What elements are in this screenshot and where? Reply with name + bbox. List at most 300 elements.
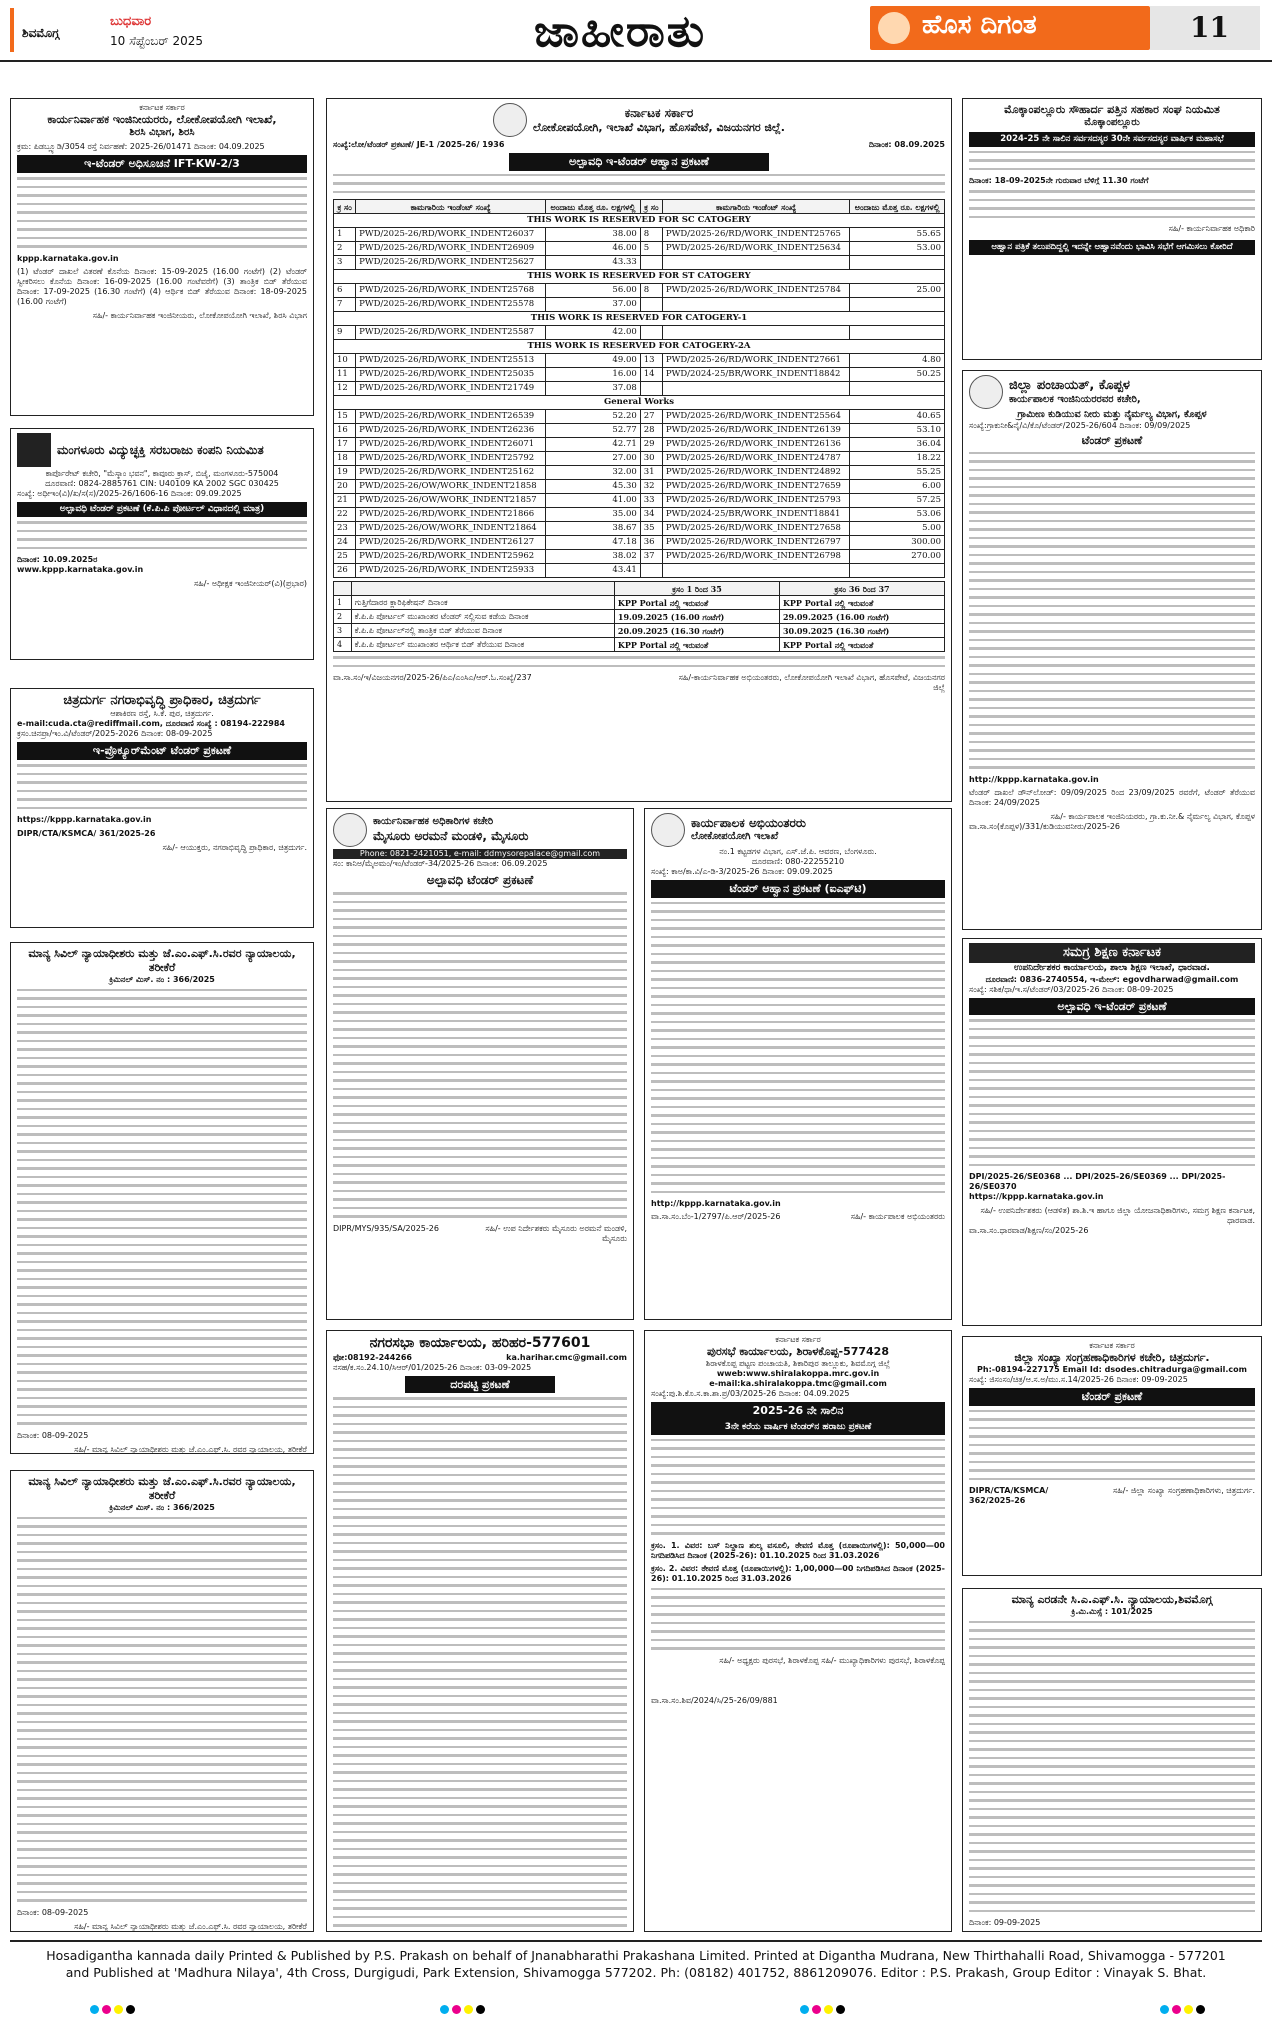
ad-code: DIPR/CTA/KSMCA/ 362/2025-26: [969, 1486, 1049, 1505]
masthead: ಜಾಹೀರಾತು: [533, 6, 707, 57]
ad-subtitle: ಕಾರ್ಯಪಾಲಕ ಇಂಜಿನಿಯರರವರ ಕಚೇರಿ,: [1009, 393, 1141, 405]
table-cell: 22: [334, 508, 356, 522]
table-cell: 56.00: [546, 284, 641, 298]
table-cell: 38.00: [546, 228, 641, 242]
schedule-cell: 19.09.2025 (16.00 ಗಂಟೆಗೆ): [614, 610, 779, 624]
table-cell: [640, 382, 662, 396]
table-cell: 8: [640, 228, 662, 242]
ad-code: DIPR/MYS/935/SA/2025-26: [333, 1223, 439, 1233]
table-row: [334, 424, 945, 438]
ad-footnote: [333, 656, 945, 667]
header-city: ಶಿವಮೊಗ್ಗ: [22, 26, 60, 40]
ad-title: ಮಂಗಳೂರು ವಿದ್ಯುಚ್ಛಕ್ತಿ ಸರಬರಾಜು ಕಂಪನಿ ನಿಯಮಿತ: [57, 442, 264, 457]
ad-body: [969, 452, 1255, 769]
ad-body: [333, 1397, 627, 1932]
ad-case-no: ಕ್ರಿಮಿನಲ್ ಮಿಸ್. ನಂ : 366/2025: [109, 1502, 215, 1512]
ad-phone: Phone: 0821-2421051, e-mail: ddmysorepalace@gmail.com: [333, 849, 627, 859]
ad-body: [651, 1439, 945, 1535]
table-cell: 47.18: [546, 536, 641, 550]
table-cell: PWD/2025-26/RD/WORK_INDENT26136: [662, 438, 849, 452]
table-cell: PWD/2025-26/RD/WORK_INDENT25513: [356, 354, 546, 368]
ad-subtitle: ಮೈಸೂರು ಅರಮನೆ ಮಂಡಳಿ, ಮೈಸೂರು: [373, 828, 529, 843]
ad-ref: ಸಂಖ್ಯೆ:ಪು.ಶಿ.ಕೊ.ಸ.ಕಾ.ಶಾ.ಪ್ರ/03/2025-26 ದಿನಾಂಕ: 04.09.2025: [651, 1388, 850, 1398]
ad-ref: ಸಂಖ್ಯೆ: ಅಧೀಇಂ(ವಿ)/ಖ/ಸ(ಸ)/2025-26/1606-16 ದಿನಾಂಕ: 09.09.2025: [17, 489, 242, 498]
ad-notice-title: ಅಲ್ಪಾವಧಿ ಇ-ಟೆಂಡರ್ ಆಹ್ವಾನ ಪ್ರಕಟಣೆ: [509, 153, 769, 171]
table-cell: PWD/2025-26/RD/WORK_INDENT26139: [662, 424, 849, 438]
table-cell: 1: [334, 228, 356, 242]
ad-title: ಮಾನ್ಯ ಎರಡನೇ ಸಿ.ಎ.ಎಫ್.ಸಿ. ನ್ಯಾಯಾಲಯ,ಶಿವಮೊಗ್ಗ: [1011, 1593, 1213, 1606]
ad-notice-title: ಇ-ಪ್ರೊಕ್ಯೂರ್‌ಮೆಂಟ್ ಟೆಂಡರ್ ಪ್ರಕಟಣೆ: [17, 742, 307, 760]
table-cell: 55.25: [850, 466, 945, 480]
schedule-row: [334, 624, 945, 638]
ad-notice-title: 2024-25 ನೇ ಸಾಲಿನ ಸರ್ವಸದಸ್ಯರ 30ನೇ ಸರ್ವಸದಸ್ಯರ ವಾರ್ಷಿಕ ಮಹಾಸಭೆ: [969, 132, 1255, 147]
table-row: [334, 466, 945, 480]
ad-title: ಪುರಸಭೆ ಕಾರ್ಯಾಲಯ, ಶಿರಾಳಕೊಪ್ಪ-577428: [706, 1345, 889, 1358]
ad-mysore-palace: [326, 808, 634, 1320]
ad-subtitle: ಲೋಕೋಪಯೋಗಿ ಇಲಾಖೆ: [691, 831, 779, 843]
table-cell: 18.22: [850, 452, 945, 466]
ad-website: www.kppp.karnataka.gov.in: [17, 565, 144, 575]
ad-notice-title: ಟೆಂಡರ್ ಪ್ರಕಟಣೆ: [969, 1388, 1255, 1406]
ad-phone: ದೂರವಾಣಿ: 0824-2885761 CIN: U40109 KA 2002 SGC 030425: [45, 479, 279, 488]
schedule-col-1: ಕ್ರಸಂ 1 ರಿಂದ 35: [614, 582, 779, 596]
table-cell: [640, 326, 662, 340]
col-header-amount: ಅಂದಾಜು ಮೊತ್ತ ರೂ. ಲಕ್ಷಗಳಲ್ಲಿ: [546, 200, 641, 214]
table-cell: PWD/2025-26/RD/WORK_INDENT26071: [356, 438, 546, 452]
table-row: [334, 382, 945, 396]
table-cell: 11: [334, 368, 356, 382]
table-cell: 53.10: [850, 424, 945, 438]
ad-subtitle: ಶಿರಸಿ ವಿಭಾಗ, ಶಿರಸಿ: [129, 126, 195, 138]
registration-dots-1: [90, 2005, 138, 2015]
ad-date: ದಿನಾಂಕ: 09-09-2025: [969, 1918, 1041, 1928]
table-cell: PWD/2025-26/RD/WORK_INDENT25627: [356, 256, 546, 270]
ad-title: ಜಿಲ್ಲಾ ಪಂಚಾಯತ್, ಕೊಪ್ಪಳ: [1009, 377, 1130, 393]
table-cell: PWD/2025-26/RD/WORK_INDENT24787: [662, 452, 849, 466]
table-cell: PWD/2025-26/RD/WORK_INDENT27658: [662, 522, 849, 536]
ad-koppal-zp: [962, 370, 1262, 930]
ad-body-2: [969, 190, 1255, 218]
ad-code: DIPR/CTA/KSMCA/ 361/2025-26: [17, 829, 156, 838]
table-cell: 5: [640, 242, 662, 256]
table-cell: PWD/2025-26/RD/WORK_INDENT27659: [662, 480, 849, 494]
schedule-cell: 29.09.2025 (16.00 ಗಂಟೆಗೆ): [779, 610, 944, 624]
header-date: 10 ಸೆಪ್ಟೆಂಬರ್ 2025: [110, 34, 204, 48]
table-cell: 28: [640, 424, 662, 438]
ad-code: ವಾ.ಸಾ.ಸಂ.ಬೆಂ-1/2797/ಪಿ.ಆರ್/2025-26: [651, 1212, 781, 1222]
ad-address: ಶಿರಾಳಕೊಪ್ಪ ಪಟ್ಟಣ ಪಂಚಾಯತಿ, ಶಿಕಾರಿಪುರ ತಾಲ್ಲೂಕು, ಶಿವಮೊಗ್ಗ ಜಿಲ್ಲೆ: [705, 1358, 891, 1368]
table-cell: 37: [640, 550, 662, 564]
table-cell: 14: [640, 368, 662, 382]
table-cell: PWD/2025-26/OW/WORK_INDENT21864: [356, 522, 546, 536]
table-cell: 30: [640, 452, 662, 466]
mescom-logo-icon: [17, 433, 51, 467]
table-cell: PWD/2025-26/RD/WORK_INDENT25578: [356, 298, 546, 312]
table-cell: PWD/2025-26/RD/WORK_INDENT25587: [356, 326, 546, 340]
table-row: [334, 536, 945, 550]
ad-title: ಲೋಕೋಪಯೋಗಿ, ಇಲಾಖೆ ವಿಭಾಗ, ಹೊಸಪೇಟೆ, ವಿಜಯನಗರ ಜಿಲ್ಲೆ.: [533, 120, 785, 134]
ad-title: ನಗರಸಭಾ ಕಾರ್ಯಾಲಯ, ಹರಿಹರ-577601: [369, 1335, 591, 1351]
ad-phone: ದೂರವಾಣಿ: 0836-2740554, ಇ-ಮೇಲ್: egovdharwad@gmail.com: [985, 974, 1239, 984]
header-accent: [10, 8, 14, 52]
ad-title: ಕಾರ್ಯಪಾಲಕ ಅಭಿಯಂತರರು: [691, 816, 806, 831]
ad-subtitle-2: ಗ್ರಾಮೀಣ ಕುಡಿಯುವ ನೀರು ಮತ್ತು ನೈರ್ಮಲ್ಯ ವಿಭಾಗ, ಕೊಪ್ಪಳ: [1017, 409, 1207, 420]
table-cell: 53.00: [850, 242, 945, 256]
table-cell: 300.00: [850, 536, 945, 550]
table-cell: [662, 564, 849, 578]
ad-case-no: ಕ್ರಿ.ಮಿ.ಮಿಸ್ಸೆ : 101/2025: [1071, 1606, 1153, 1616]
ad-ref: ಸಂಖ್ಯೆ:ಲೋ/ಟೆಂಡರ್ ಪ್ರಕಟಣೆ/ JE-1 /2025-26/ 1936: [333, 140, 505, 149]
table-cell: PWD/2025-26/RD/WORK_INDENT26127: [356, 536, 546, 550]
table-cell: [850, 326, 945, 340]
col-header-name: ಕಾಮಗಾರಿಯ ಇಂಡೆಂಟ್ ಸಂಖ್ಯೆ: [662, 200, 849, 214]
ad-signature: ಸಹಿ/- ಕಾರ್ಯಪಾಲಕ ಇಂಜಿನಿಯರರು, ಗ್ರಾ.ಕು.ನೀ.& ನೈರ್ಮಲ್ಯ ವಿಭಾಗ, ಕೊಪ್ಪಳ: [1050, 811, 1255, 821]
ad-title: ಜಿಲ್ಲಾ ಸಂಖ್ಯಾ ಸಂಗ್ರಹಣಾಧಿಕಾರಿಗಳ ಕಚೇರಿ, ಚಿತ್ರದುರ್ಗ.: [1014, 1351, 1210, 1364]
ad-title: ಮೊಕ್ಕಾಂಪಲ್ಲೂರು ಸೌಹಾರ್ದ ಪತ್ತಿನ ಸಹಕಾರ ಸಂಘ ನಿಯಮಿತ: [1004, 103, 1220, 116]
table-cell: 17: [334, 438, 356, 452]
table-cell: 37.08: [546, 382, 641, 396]
table-cell: PWD/2025-26/RD/WORK_INDENT26539: [356, 410, 546, 424]
header-day: ಬುಧವಾರ: [110, 14, 152, 29]
ad-signature: ಸಹಿ/-ಕಾರ್ಯನಿರ್ವಾಹಕ ಅಭಿಯಂತರರು, ಲೋಕೋಪಯೋಗಿ ಇಲಾಖೆ ವಿಭಾಗ, ಹೊಸಪೇಟೆ, ವಿಜಯನಗರ ಜಿಲ್ಲೆ: [678, 673, 945, 693]
ad-gov-line: ಕರ್ನಾಟಕ ಸರ್ಕಾರ: [624, 105, 694, 120]
ad-signature: ಸಹಿ/- ಮಾನ್ಯ ಸಿವಿಲ್ ನ್ಯಾಯಾಧೀಶರು ಮತ್ತು ಜೆ.ಎಂ.ಎಫ್.ಸಿ. ರವರ ನ್ಯಾಯಾಲಯ, ತರೀಕೆರೆ: [74, 1921, 307, 1931]
table-cell: [850, 298, 945, 312]
imprint-footer: [14, 1948, 1258, 1982]
ad-notice-title: ಟೆಂಡರ್ ಆಹ್ವಾನ ಪ್ರಕಟಣೆ (ಐಎಫ್‌ಟಿ): [651, 880, 945, 898]
table-cell: 16: [334, 424, 356, 438]
table-row: [334, 242, 945, 256]
ad-body: [969, 1621, 1255, 1913]
table-cell: [640, 256, 662, 270]
table-cell: PWD/2025-26/RD/WORK_INDENT26037: [356, 228, 546, 242]
ad-body: [651, 902, 945, 1194]
table-group-label: General Works: [334, 396, 945, 410]
table-cell: 38.02: [546, 550, 641, 564]
ad-website: https://kppp.karnataka.gov.in: [17, 815, 152, 824]
ad-ref: ಕ್ರಸಂ.ಚಿನಪ್ರಾ/ಇಂ.ವಿ/ಟೆಂಡರ್/2025-2026 ದಿನಾಂಕ: 08-09-2025: [17, 729, 213, 739]
ad-ref: ಕ್ರಮ: ಪಿಡಬ್ಲ್ಯೂಡಿ/3054 ರಸ್ತೆ ನಿರ್ವಹಣೆ: 2025-26/01471 ದಿನಾಂಕ: 04.09.2025: [17, 142, 265, 152]
table-row: [334, 326, 945, 340]
table-cell: PWD/2025-26/RD/WORK_INDENT25793: [662, 494, 849, 508]
ad-code: ವಾ.ಸಾ.ಸಂ.ಧಾರವಾಡ/ಶಿಕ್ಷಣ/ಸಂ/2025-26: [969, 1226, 1089, 1236]
table-cell: PWD/2025-26/OW/WORK_INDENT21857: [356, 494, 546, 508]
ad-court-shimoga: [962, 1588, 1262, 1932]
ad-title: ಕಾರ್ಯನಿರ್ವಾಹಕ ಅಧಿಕಾರಿಗಳ ಕಚೇರಿ: [373, 816, 494, 828]
schedule-cell: 3: [334, 624, 352, 638]
table-cell: PWD/2025-26/RD/WORK_INDENT25768: [356, 284, 546, 298]
schedule-cell: KPP Portal ನಲ್ಲಿ ಇರುವಂತೆ: [779, 596, 944, 610]
table-cell: 21: [334, 494, 356, 508]
table-cell: PWD/2025-26/RD/WORK_INDENT26797: [662, 536, 849, 550]
karnataka-emblem-icon: [493, 103, 527, 137]
ad-ref: ಸಂಖ್ಯೆ: ಕಾಅ/ಕಾ.ವಿ/ಎ-ಡಿ-3/2025-26 ದಿನಾಂಕ: 09.09.2025: [651, 867, 833, 876]
schedule-cell: ಕೆ.ಪಿ.ಪಿ ಪೋರ್ಟಲ್ ಮುಖಾಂತರ ಟೆಂಡರ್ ಸಲ್ಲಿಸುವ ಕಡೆಯ ದಿನಾಂಕ: [351, 610, 614, 624]
ad-website: http://kppp.karnataka.gov.in: [651, 1199, 781, 1209]
ad-body: [969, 1019, 1255, 1166]
table-cell: 13: [640, 354, 662, 368]
table-cell: 38.67: [546, 522, 641, 536]
ad-shiralakoppa: [644, 1330, 952, 1932]
table-cell: PWD/2025-26/RD/WORK_INDENT26909: [356, 242, 546, 256]
ad-notice-title: 3ನೇ ಕರೆಯ ವಾರ್ಷಿಕ ಟೆಂಡರ್‌ನ ಹರಾಜು ಪ್ರಕಟಣೆ: [651, 1420, 945, 1435]
table-cell: 20: [334, 480, 356, 494]
ad-signature: ಸಹಿ/- ಮಾನ್ಯ ಸಿವಿಲ್ ನ್ಯಾಯಾಧೀಶರು ಮತ್ತು ಜೆ.ಎಂ.ಎಫ್.ಸಿ. ರವರ ನ್ಯಾಯಾಲಯ, ತರೀಕೆರೆ: [74, 1444, 307, 1454]
table-cell: PWD/2025-26/RD/WORK_INDENT25933: [356, 564, 546, 578]
table-cell: 46.00: [546, 242, 641, 256]
table-cell: 19: [334, 466, 356, 480]
schedule-cell: 30.09.2025 (16.30 ಗಂಟೆಗೆ): [779, 624, 944, 638]
ad-body: [17, 764, 307, 809]
table-cell: 24: [334, 536, 356, 550]
ad-harihar: [326, 1330, 634, 1932]
ad-footer-note: ಆಹ್ವಾನ ಪತ್ರಿಕೆ ತಲುಪದಿದ್ದಲ್ಲಿ ಇದನ್ನೇ ಆಹ್ವಾನವೆಂದು ಭಾವಿಸಿ ಸಭೆಗೆ ಆಗಮಿಸಲು ಕೋರಿದೆ: [969, 240, 1255, 255]
table-row: [334, 438, 945, 452]
table-cell: PWD/2025-26/OW/WORK_INDENT21858: [356, 480, 546, 494]
schedule-cell: 2: [334, 610, 352, 624]
ad-ref: ಸಂಖ್ಯೆ: ಸಶಿಕ/ಧಾ/ಇ.ಸ/ಟೆಂಡರ್/03/2025-26 ದಿನಾಂಕ: 08-09-2025: [969, 984, 1174, 994]
registration-dots-2: [440, 2005, 488, 2015]
schedule-row: [334, 610, 945, 624]
ad-signature: ಸಹಿ/- ಅಧೀಕ್ಷಕ ಇಂಜಿನೀಯರ್(ವಿ)(ಪ್ರಭಾರ): [194, 579, 307, 589]
ad-address: ಆಶಾಕಿರಣ ರಸ್ತೆ, ಸಿ.ಕೆ. ಪುರ, ಚಿತ್ರದುರ್ಗ.: [110, 709, 214, 719]
table-cell: 43.33: [546, 256, 641, 270]
table-cell: 26: [334, 564, 356, 578]
table-cell: 50.25: [850, 368, 945, 382]
ad-mescom: [10, 428, 314, 660]
schedule-cell: 4: [334, 638, 352, 652]
ad-date: ದಿನಾಂಕ: 08-09-2025: [17, 1907, 89, 1917]
ad-notice-title: ಅಲ್ಪಾವಧಿ ಟೆಂಡರ್ ಪ್ರಕಟಣೆ (ಕೆ.ಪಿ.ಪಿ ಪೋರ್ಟಲ್ ವಿಧಾನದಲ್ಲಿ ಮಾತ್ರ): [17, 502, 307, 517]
table-cell: 3: [334, 256, 356, 270]
table-cell: PWD/2024-25/BR/WORK_INDENT18841: [662, 508, 849, 522]
table-cell: [850, 382, 945, 396]
table-cell: 52.20: [546, 410, 641, 424]
ad-ref: ನಸಹ/ಕ.ಸಂ.24.10/ಸಿಆರ್/01/2025-26 ದಿನಾಂಕ: 03-09-2025: [333, 1362, 532, 1372]
ad-title: ಮಾನ್ಯ ಸಿವಿಲ್ ನ್ಯಾಯಾಧೀಶರು ಮತ್ತು ಜೆ.ಎಂ.ಎಫ್.ಸಿ.ರವರ ನ್ಯಾಯಾಲಯ, ತರೀಕೆರೆ: [28, 1475, 296, 1502]
table-cell: PWD/2024-25/BR/WORK_INDENT18842: [662, 368, 849, 382]
page-header: [0, 0, 1272, 62]
ad-code: ವಾ.ಸಾ.ಸಂ.ಶಿವ/2024/ಸಿ/25-26/09/881: [651, 1695, 778, 1705]
table-cell: [662, 256, 849, 270]
schedule-cell: KPP Portal ನಲ್ಲಿ ಇರುವಂತೆ: [614, 596, 779, 610]
ad-chitradurga-survey: [962, 1336, 1262, 1576]
table-row: [334, 228, 945, 242]
ad-title: ಚಿತ್ರದುರ್ಗ ನಗರಾಭಿವೃದ್ಧಿ ಪ್ರಾಧಿಕಾರ, ಚಿತ್ರದುರ್ಗ: [63, 693, 261, 708]
table-row: [334, 256, 945, 270]
ad-body: [17, 1517, 307, 1902]
ad-signature: ಸಹಿ/- ಆಯುಕ್ತರು, ನಗರಾಭಿವೃದ್ಧಿ ಪ್ರಾಧಿಕಾರ, ಚಿತ್ರದುರ್ಗ.: [162, 843, 307, 852]
table-cell: 32: [640, 480, 662, 494]
table-cell: 36.04: [850, 438, 945, 452]
table-cell: 42.00: [546, 326, 641, 340]
ad-code: ವಾ.ಸಾ.ಸಂ/ಇ/ವಿಜಯನಗರ/2025-26/ಪಿಎ/ಎಂಸಿಎ/ಆರ್.ಓ.ಸಂಖ್ಯೆ/237: [333, 673, 532, 683]
ad-court-tarikere-2: [10, 1470, 314, 1932]
ad-intro: [333, 174, 945, 194]
table-cell: [850, 256, 945, 270]
table-group-label: THIS WORK IS RESERVED FOR CATOGERY-2A: [334, 340, 945, 354]
ad-notice-title: ಟೆಂಡರ್ ಪ್ರಕಟಣೆ: [1081, 433, 1143, 447]
ad-subtitle: ಮೊಕ್ಕಾಂಪಲ್ಲೂರು: [1084, 116, 1140, 128]
registration-dots-3: [800, 2005, 848, 2015]
paper-logo: [870, 6, 1150, 50]
table-row: [334, 354, 945, 368]
table-cell: 49.00: [546, 354, 641, 368]
table-cell: PWD/2025-26/RD/WORK_INDENT25035: [356, 368, 546, 382]
table-cell: [662, 326, 849, 340]
table-cell: 36: [640, 536, 662, 550]
schedule-cell: KPP Portal ನಲ್ಲಿ ಇರುವಂತೆ: [614, 638, 779, 652]
table-cell: 6.00: [850, 480, 945, 494]
table-cell: 25: [334, 550, 356, 564]
table-cell: 12: [334, 382, 356, 396]
table-cell: 33: [640, 494, 662, 508]
ad-phone: Ph:-08194-227175 Email Id: dsodes.chitradurga@gmail.com: [977, 1364, 1247, 1374]
ad-body: [17, 989, 307, 1425]
schedule-col-2: ಕ್ರಸಂ 36 ರಿಂದ 37: [779, 582, 944, 596]
table-row: [334, 298, 945, 312]
ad-gov-line: ಕರ್ನಾಟಕ ಸರ್ಕಾರ: [1089, 1341, 1135, 1350]
ad-pwd-bangalore: [644, 808, 952, 1320]
ad-ref: ಸಂಖ್ಯೆ:ಗ್ರಾಕುನೀ&ನೈ/ವಿ/ಕೊ/ಟೆಂಡರ್/2025-26/604 ದಿನಾಂಕ: 09/09/2025: [969, 420, 1191, 430]
ad-body: [17, 177, 307, 248]
table-cell: 6: [334, 284, 356, 298]
table-cell: 32.00: [546, 466, 641, 480]
emblem-icon: [333, 813, 367, 847]
ad-body: [969, 151, 1255, 171]
ad-signature: ಸಹಿ/- ಕಾರ್ಯನಿರ್ವಾಹಕ ಇಂಜಿನೀಯರು, ಲೋಕೋಪಯೋಗಿ ಇಲಾಖೆ, ಶಿರಸಿ ವಿಭಾಗ: [92, 310, 307, 320]
table-cell: [662, 298, 849, 312]
table-cell: PWD/2025-26/RD/WORK_INDENT21749: [356, 382, 546, 396]
table-cell: 25.00: [850, 284, 945, 298]
table-cell: 15: [334, 410, 356, 424]
col-header-name: ಕಾಮಗಾರಿಯ ಇಂಡೆಂಟ್ ಸಂಖ್ಯೆ: [356, 200, 546, 214]
paper-name: ಹೊಸ ದಿಗಂತ: [922, 10, 1037, 40]
ad-phone: ಫೋ:08192-244266: [333, 1352, 412, 1362]
ad-title: ಸಮಗ್ರ ಶಿಕ್ಷಣ ಕರ್ನಾಟಕ: [969, 943, 1255, 963]
footer-rule: [10, 1940, 1262, 1942]
ad-website: http://kppp.karnataka.gov.in: [969, 774, 1099, 784]
schedule-row: [334, 638, 945, 652]
ad-signature: ಸಹಿ/- ಉಪನಿರ್ದೇಶಕರು (ಆಡಳಿತ) ಶಾ.ಶಿ.ಇ ಹಾಗೂ ಜಿಲ್ಲಾ ಯೋಜನಾಧಿಕಾರಿಗಳು, ಸಮಗ್ರ ಶಿಕ್ಷಣ ಕರ್ನಾಟಕ, ಧಾರವಾಡ.: [980, 1206, 1255, 1226]
ad-body: [969, 1410, 1255, 1481]
table-group-row: [334, 396, 945, 410]
table-row: [334, 550, 945, 564]
table-cell: 45.30: [546, 480, 641, 494]
ad-case-no: ಕ್ರಿಮಿನಲ್ ಮಿಸ್. ನಂ : 366/2025: [109, 974, 215, 984]
table-cell: 18: [334, 452, 356, 466]
table-cell: 52.77: [546, 424, 641, 438]
ad-date: ದಿನಾಂಕ: 10.09.2025ರ: [17, 555, 98, 565]
table-cell: 7: [334, 298, 356, 312]
ad-website: kppp.karnataka.gov.in: [17, 253, 119, 263]
col-header-no: ಕ್ರ ಸಂ: [334, 200, 356, 214]
table-cell: 35: [640, 522, 662, 536]
ad-address: ಕಾರ್ಪೊರೇಟ್ ಕಚೇರಿ, "ಮೆಸ್ಕಾಂ ಭವನ", ಕಾವೂರು ಕ್ರಾಸ್, ಬಿಜೈ, ಮಂಗಳೂರು-575004: [45, 469, 279, 478]
ad-gov-line: ಕರ್ನಾಟಕ ಸರ್ಕಾರ: [775, 1335, 821, 1344]
ad-signature: ಸಹಿ/- ಅಧ್ಯಕ್ಷರು ಪುರಸಭೆ, ಶಿರಾಳಕೊಪ್ಪ ಸಹಿ/- ಮುಖ್ಯಾಧಿಕಾರಿಗಳು ಪುರಸಭೆ, ಶಿರಾಳಕೊಪ್ಪ: [719, 1655, 945, 1665]
table-row: [334, 522, 945, 536]
ad-ref: ಸಂಖ್ಯೆ: ಜಿಸಂಸಂ/ಚಿತ್ರ/ಆ.ಸ.ಅ/ಮು.ಸ.14/2025-26 ದಿನಾಂಕ: 09-09-2025: [969, 1374, 1188, 1384]
table-cell: PWD/2025-26/RD/WORK_INDENT25564: [662, 410, 849, 424]
table-group-row: [334, 270, 945, 284]
col-header-amount: ಅಂದಾಜು ಮೊತ್ತ ರೂ. ಲಕ್ಷಗಳಲ್ಲಿ: [850, 200, 945, 214]
table-cell: 270.00: [850, 550, 945, 564]
table-cell: 4.80: [850, 354, 945, 368]
table-cell: PWD/2025-26/RD/WORK_INDENT25765: [662, 228, 849, 242]
ad-email: e-mail:cuda.cta@rediffmail.com, ದೂರವಾಣಿ ಸಂಖ್ಯೆ : 08194-222984: [17, 719, 285, 729]
table-cell: 10: [334, 354, 356, 368]
table-cell: 23: [334, 522, 356, 536]
table-cell: PWD/2025-26/RD/WORK_INDENT21866: [356, 508, 546, 522]
table-cell: 35.00: [546, 508, 641, 522]
table-cell: 53.06: [850, 508, 945, 522]
ad-ref-date: ದಿನಾಂಕ: 08.09.2025: [868, 140, 945, 149]
schedule-cell: ಕೆ.ಪಿ.ಪಿ ಪೋರ್ಟಲ್‌ನಲ್ಲಿ ತಾಂತ್ರಿಕ ಬಿಡ್ ತೆರೆಯುವ ದಿನಾಂಕ: [351, 624, 614, 638]
ad-dharwad-edu: [962, 938, 1262, 1326]
ad-title: ಮಾನ್ಯ ಸಿವಿಲ್ ನ್ಯಾಯಾಧೀಶರು ಮತ್ತು ಜೆ.ಎಂ.ಎಫ್.ಸಿ.ರವರ ನ್ಯಾಯಾಲಯ, ತರೀಕೆರೆ: [28, 947, 296, 974]
ad-notice-title: ದರಪಟ್ಟಿ ಪ್ರಕಟಣೆ: [405, 1376, 555, 1394]
table-header-row: [334, 200, 945, 214]
zp-emblem-icon: [969, 375, 1003, 409]
schedule-header-row: [334, 582, 945, 596]
schedule-cell: 20.09.2025 (16.30 ಗಂಟೆಗೆ): [614, 624, 779, 638]
ad-date: ದಿನಾಂಕ: 08-09-2025: [17, 1430, 89, 1440]
table-cell: 55.65: [850, 228, 945, 242]
ad-website: wweb:www.shiralakoppa.mrc.gov.in: [716, 1368, 880, 1378]
ad-title: ಕಾರ್ಯನಿರ್ವಾಹಕ ಇಂಜಿನೀಯರರು, ಲೋಕೋಪಯೋಗಿ ಇಲಾಖೆ,: [47, 113, 277, 126]
table-cell: PWD/2025-26/RD/WORK_INDENT25784: [662, 284, 849, 298]
ad-email: ka.harihar.cmc@gmail.com: [506, 1352, 627, 1362]
table-cell: 16.00: [546, 368, 641, 382]
ad-email: e-mail:ka.shiralakoppa.tmc@gmail.com: [709, 1378, 887, 1388]
schedule-cell: ಗುತ್ತಿಗೆದಾರರ ಕ್ಲಾರಿಫಿಕೇಷನ್ ದಿನಾಂಕ: [351, 596, 614, 610]
imprint-line-2: and Published at 'Madhura Nilaya', 4th Cross, Durgigudi, Park Extension, Shivamogga 577202. Ph: (08182) 401752, 8861209076. Editor : P.S. Prakash, Group Editor : Vinayak S. Bhat.: [65, 1964, 1207, 1980]
table-cell: 34: [640, 508, 662, 522]
ad-tender-ids: DPI/2025-26/SE0368 ... DPI/2025-26/SE0369 ... DPI/2025-26/SE0370: [969, 1172, 1226, 1192]
page-number: 11: [1190, 11, 1229, 44]
table-group-label: THIS WORK IS RESERVED FOR SC CATOGERY: [334, 214, 945, 228]
table-cell: [662, 382, 849, 396]
table-cell: 42.71: [546, 438, 641, 452]
schedule-cell: 1: [334, 596, 352, 610]
table-cell: PWD/2025-26/RD/WORK_INDENT27661: [662, 354, 849, 368]
ad-year: 2025-26 ನೇ ಸಾಲಿನ: [651, 1402, 945, 1420]
ad-dates: ಟೆಂಡರ್ ದಾಖಲೆ ಡೌನ್‌ಲೋಡ್: 09/09/2025 ರಿಂದ 23/09/2025 ರವರೆಗೆ, ಟೆಂಡರ್ ತೆರೆಯುವ ದಿನಾಂಕ: 24/09/2025: [969, 787, 1255, 807]
ad-notice-title: ಇ-ಟೆಂಡರ್ ಅಧಿಸೂಚನೆ IFT-KW-2/3: [17, 155, 307, 173]
col-header-no: ಕ್ರ ಸಂ: [640, 200, 662, 214]
table-cell: 37.00: [546, 298, 641, 312]
ad-mokhampally: [962, 98, 1262, 360]
ad-notice-title: ಅಲ್ಪಾವಧಿ ಇ-ಟೆಂಡರ್ ಪ್ರಕಟಣೆ: [969, 998, 1255, 1016]
ad-pwd-hospet: [326, 98, 952, 802]
table-cell: 31: [640, 466, 662, 480]
ad-item-1: ಕ್ರಸಂ. 1. ವಿವರ: ಬಸ್ ನಿಲ್ದಾಣ ಶುಲ್ಕ ವಸೂಲಿ, ಠೇವಣಿ ಮೊತ್ತ (ರೂಪಾಯಿಗಳಲ್ಲಿ): 50,000—00 ನಿಗದಿಪಡಿಸಿದ ದಿನಾಂಕ (2025-26): 01.10.2025 ರಿಂದ 31.03.2026: [651, 1540, 945, 1560]
table-cell: PWD/2025-26/RD/WORK_INDENT25792: [356, 452, 546, 466]
ad-signature: ಸಹಿ/- ಉಪ ನಿರ್ದೇಶಕರು ಮೈಸೂರು ಅರಮನೆ ಮಂಡಳಿ, ಮೈಸೂರು: [485, 1223, 627, 1243]
ad-body: [17, 521, 307, 549]
ad-body: [333, 892, 627, 1218]
table-row: [334, 284, 945, 298]
schedule-cell: ಕೆ.ಪಿ.ಪಿ ಪೋರ್ಟಲ್ ಮುಖಾಂತರ ಆರ್ಥಿಕ ಬಿಡ್ ತೆರೆಯುವ ದಿನಾಂಕ: [351, 638, 614, 652]
table-group-row: [334, 312, 945, 326]
ad-signature: ಸಹಿ/- ಕಾರ್ಯಪಾಲಕ ಅಭಿಯಂತರರು: [850, 1212, 945, 1222]
table-cell: PWD/2025-26/RD/WORK_INDENT26236: [356, 424, 546, 438]
ad-signature: ಸಹಿ/- ಕಾರ್ಯನಿರ್ವಾಹಕ ಅಧಿಕಾರಿ: [1168, 224, 1255, 234]
table-cell: 27.00: [546, 452, 641, 466]
ad-item-2: ಕ್ರಸಂ. 2. ವಿವರ: ಠೇವಣಿ ಮೊತ್ತ (ರೂಪಾಯಿಗಳಲ್ಲಿ): 1,00,000—00 ನಿಗದಿಪಡಿಸಿದ ದಿನಾಂಕ (2025-26): 01.10.2025 ರಿಂದ 31.03.2026: [651, 1563, 945, 1583]
schedule-table: [333, 581, 945, 652]
